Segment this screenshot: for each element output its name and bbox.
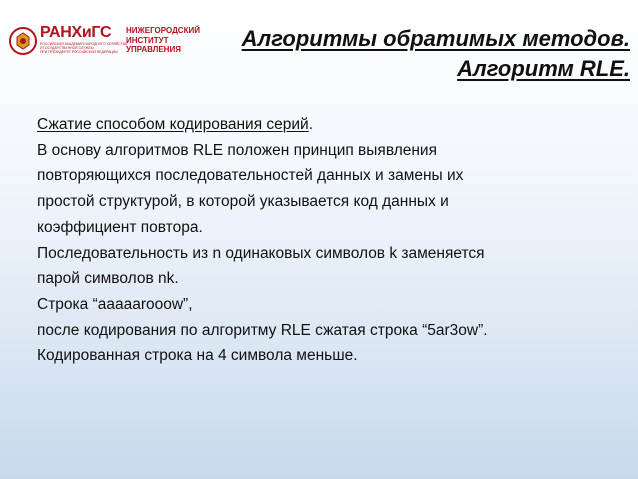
body-line: после кодирования по алгоритму RLE сжатая строка “5ar3ow”. — [37, 321, 488, 339]
body-line: Последовательность из n одинаковых символов k заменяется — [37, 244, 485, 262]
emblem-icon — [8, 26, 38, 56]
body-line: повторяющихся последовательностей данных и замены их — [37, 167, 464, 185]
slide-body — [37, 112, 627, 369]
ranhigs-logo-text: РАНХиГС — [40, 24, 112, 41]
title-line-1: Алгоритмы обратимых методов. — [241, 26, 630, 51]
body-paragraph-intro — [37, 112, 627, 138]
ranhigs-subtitle-line: ПРИ ПРЕЗИДЕНТЕ РОССИЙСКОЙ ФЕДЕРАЦИИ — [40, 50, 118, 54]
body-line: простой структурой, в которой указывается код данных и — [37, 193, 449, 211]
body-line: парой символов nk. — [37, 270, 179, 288]
niu-logo-line: НИЖЕГОРОДСКИЙ — [126, 26, 200, 35]
body-line: Кодированная строка на 4 символа меньше. — [37, 347, 358, 365]
intro-term: Сжатие способом кодирования серий — [37, 116, 309, 133]
ranhigs-subtitle-line: И ГОСУДАРСТВЕННОЙ СЛУЖБЫ — [40, 46, 94, 50]
body-line: коэффициент повтора. — [37, 218, 203, 236]
niu-logo-line: УПРАВЛЕНИЯ — [126, 45, 181, 54]
page-title — [170, 24, 630, 84]
body-line: В основу алгоритмов RLE положен принцип выявления — [37, 141, 437, 159]
title-line-2: Алгоритм RLE. — [457, 56, 630, 81]
body-line: Строка “aaaaarooow”, — [37, 295, 193, 313]
ranhigs-logo-subtitle — [40, 42, 128, 54]
intro-tail: . — [308, 116, 314, 133]
ranhigs-subtitle-line: РОССИЙСКАЯ АКАДЕМИЯ НАРОДНОГО ХОЗЯЙСТВА — [40, 42, 128, 46]
niu-logo-line: ИНСТИТУТ — [126, 35, 169, 45]
